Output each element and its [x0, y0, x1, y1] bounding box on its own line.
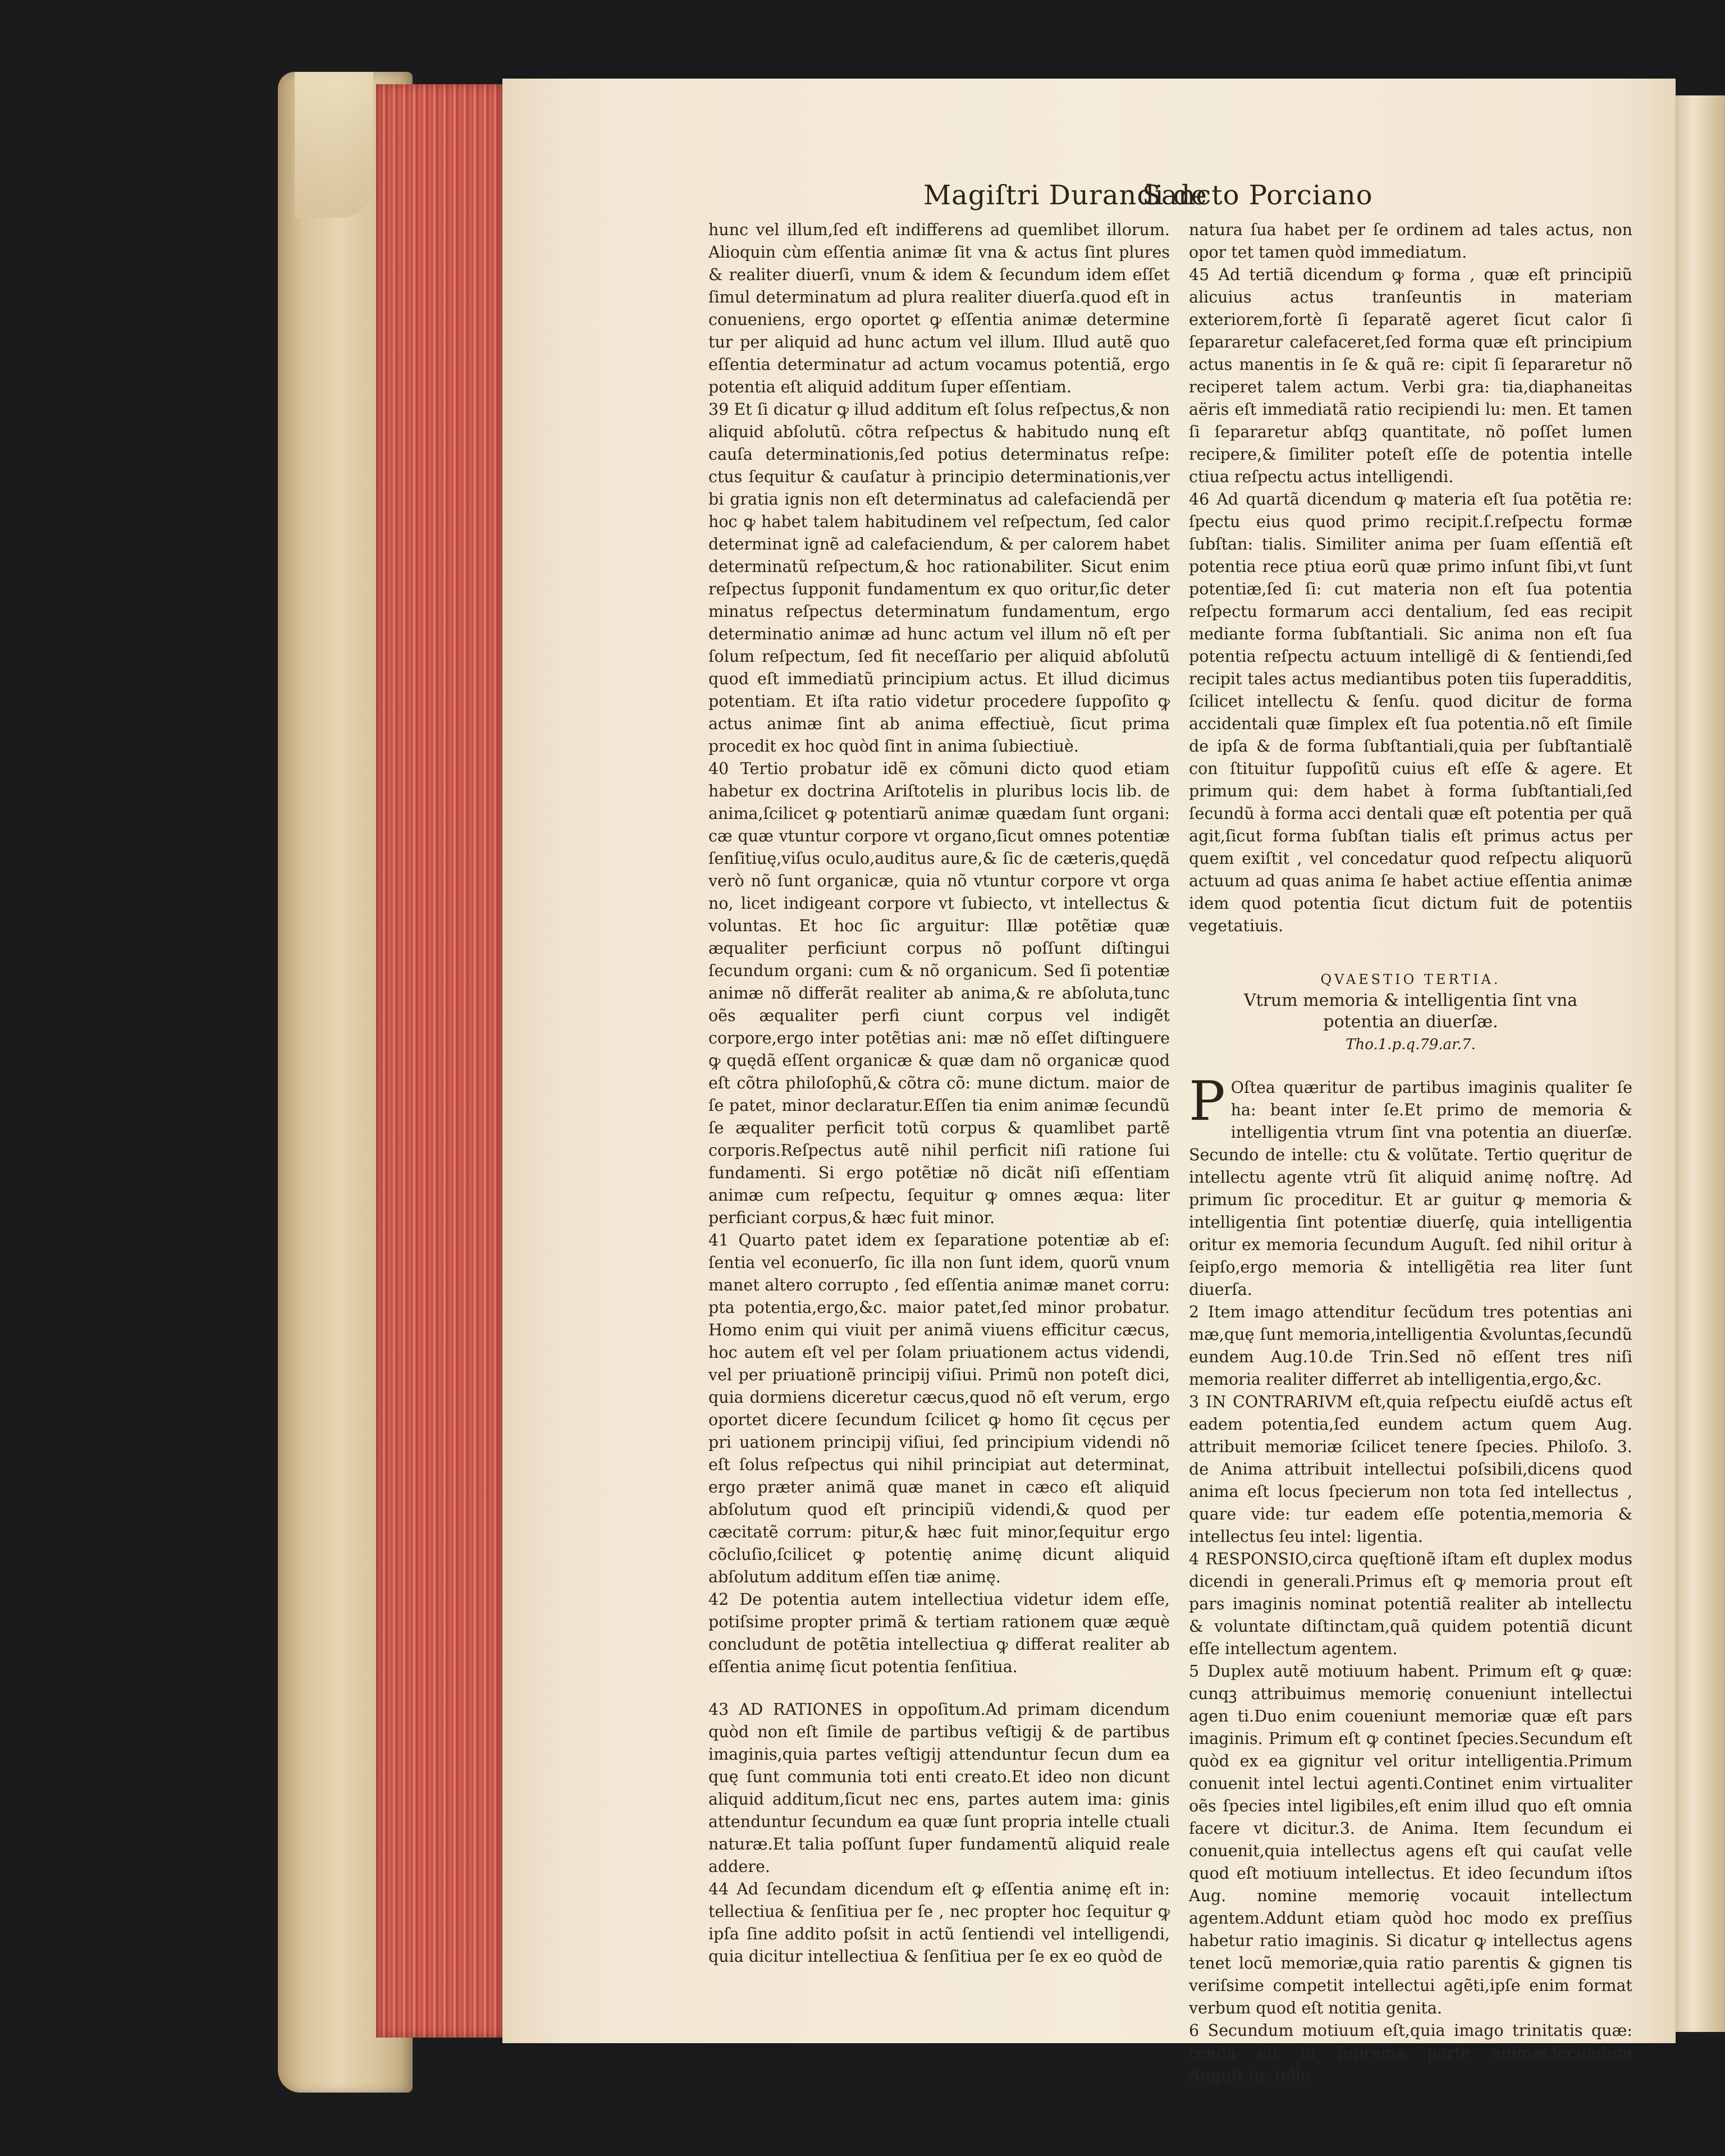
paragraph-5: 5 Duplex autẽ motiuum habent. Primum eſt ꝙ quæ: cunqꝫ attribuimus memorię conueniunt intellectui agen ti.Duo enim coueniunt memoriæ quæ eſt pars imaginis. Primum eſt ꝙ continet ſpecies.Secundum eſt quòd ex ea gignitur vel oritur intelligentia.Primum conuenit intel lectui agenti.Continet enim virtualiter oẽs ſpecies intel ligibiles,eſt enim illud quo eſt omnia facere vt dicitur.3. de Anima. Item ſecundum ei conuenit,quia intellectus agens eſt qui cauſat velle quod eſt motiuum intellectus. Et ideo ſecundum iſtos Aug. nomine memorię vocauit intellectum agentem.Addunt etiam quòd hoc modo ex preſſius habetur ratio imaginis. Si dicatur ꝙ intellectus agens tenet locũ memoriæ,quia ratio parentis & gignen tis veriſsime competit intellectui agẽti,ipſe enim format verbum quod eſt notitia genita.	[1189, 1662, 1632, 2017]
opening-text: Oſtea quæritur de partibus imaginis qualiter ſe ha: beant inter ſe.Et primo de memoria & intelligentia vtrum ſint vna potentia an diuerſæ. Secundo de intelle: ctu & volũtate. Tertio quęritur de intellectu agente vtrũ ſit aliquid animę noſtrę. Ad primum ſic proceditur. Et ar guitur ꝙ memoria & intelligentia ſint potentiæ diuerſę, quia intelligentia oritur ex memoria ſecundum Auguſt. ſed nihil oritur à ſeipſo,ergo memoria & intelligẽtia rea liter ſunt diuerſa.	[1189, 1078, 1632, 1299]
right-column	[1189, 219, 1632, 2087]
running-header	[702, 180, 1634, 219]
header-right: Sancto Porciano	[1142, 180, 1373, 211]
question-title-line1: Vtrum memoria & intelligentia ſint vna	[1243, 991, 1578, 1010]
paragraph-46: 46 Ad quartã dicendum ꝙ materia eſt ſua potẽtia re: ſpectu eius quod primo recipit.ſ.reſpectu formæ ſubſtan: tialis. Similiter anima per ſuam eſſentiã eſt potentia rece ptiua eorũ quæ primo inſunt ſibi,vt ſunt potentiæ,ſed ſi: cut materia non eſt ſua potentia reſpectu formarum acci dentalium, ſed eas recipit mediante forma ſubſtantiali. Sic anima non eſt ſua potentia reſpectu actuum intelligẽ di & ſentiendi,ſed recipit tales actus mediantibus poten tiis ſuperadditis, ſcilicet intellectu & ſenſu. quod dicitur de forma accidentali quæ ſimplex eſt ſua potentia.nõ eſt ſimile de ipſa & de forma ſubſtantiali,quia per ſubſtantialẽ con ſtituitur ſuppoſitũ cuius eſt eſſe & agere. Et primum qui: dem habet à forma ſubſtantiali,ſed ſecundũ à forma acci dentali quæ eſt potentia per quã agit,ſicut forma ſubſtan tialis eſt primus actus per quem exiſtit , vel concedatur quod reſpectu aliquorũ actuum ad quas anima ſe habet actiue eſſentia animæ idem quod potentia ſicut dictum fuit de potentiis vegetatiuis.	[1189, 490, 1632, 935]
paragraph-40: 40 Tertio probatur idẽ ex cõmuni dicto quod etiam habetur ex doctrina Ariſtotelis in pluribus locis lib. de anima,ſcilicet ꝙ potentiarũ animæ quædam ſunt organi: cæ quæ vtuntur corpore vt organo,ſicut omnes potentiæ ſenſitiuę,viſus oculo,auditus aure,& ſic de cæteris,quędã verò nõ ſunt organicæ, quia nõ vtuntur corpore vt orga no, licet indigeant corpore vt ſubiecto, vt intellectus & voluntas. Et hoc ſic arguitur: Illæ potẽtiæ quæ æqualiter perficiunt corpus nõ poſſunt diſtingui ſecundum organi: cum & nõ organicum. Sed ſi potentiæ animæ nõ differãt realiter ab anima,& re abſoluta,tunc oẽs æqualiter perfi ciunt corpus vel indigẽt corpore,ergo inter potẽtias ani: mæ nõ eſſet diſtinguere ꝙ quędã eſſent organicæ & quæ dam nõ organicæ quod eſt cõtra philoſophũ,& cõtra cõ: mune dictum. maior de ſe patet, minor declaratur.Eſſen tia enim animæ ſecundũ ſe æqualiter perficit totũ corpus & quamlibet partẽ corporis.Reſpectus autẽ nihil perficit niſi ratione ſui fundamenti. Si ergo potẽtiæ nõ dicãt niſi eſſentiam animæ cum reſpectu, ſequitur ꝙ omnes æqua: liter perficiant corpus,& hæc fuit minor.	[708, 759, 1170, 1227]
paragraph-3: 3 IN CONTRARIVM eſt,quia reſpectu eiuſdẽ actus eſt eadem potentia,ſed eundem actum quem Aug. attribuit memoriæ ſcilicet tenere ſpecies. Philoſo. 3. de Anima attribuit intellectui poſsibili,dicens quod anima eſt locus ſpecierum non tota ſed intellectus , quare vide: tur eadem eſſe potentia,memoria & intellectus ſeu intel: ligentia.	[1189, 1393, 1632, 1546]
header-left: Magiſtri Durandi de	[923, 180, 1207, 211]
paragraph-continued: natura ſua habet per ſe ordinem ad tales actus, non opor tet tamen quòd immediatum.	[1189, 221, 1632, 262]
question-label: QVAESTIO TERTIA.	[1320, 972, 1501, 987]
paragraph-39: 39 Et ſi dicatur ꝙ illud additum eſt ſolus reſpectus,& non aliquid abſolutũ. cõtra reſpectus & habitudo nunꝗ eſt cauſa determinationis,ſed potius determinatus reſpe: ctus ſequitur & cauſatur à principio determinationis,ver bi gratia ignis non eſt determinatus ad calefaciendã per hoc ꝙ habet talem habitudinem vel reſpectum, ſed calor determinat ignẽ ad calefaciendum, & per calorem habet determinatũ reſpectum,& hoc rationabiliter. Sicut enim reſpectus ſupponit fundamentum ex quo oritur,ſic deter minatus reſpectus determinatum fundamentum, ergo determinatio animæ ad hunc actum vel illum nõ eſt per ſolum reſpectum, ſed fit neceſſario per aliquid abſolutũ quod eſt immediatũ principium actus. Et illud dicimus potentiam. Et iſta ratio videtur procedere ſuppoſito ꝙ actus animæ ſint ab anima effectiuè, ſicut prima procedit ex hoc quòd ſint in anima ſubiectiuè.	[708, 400, 1170, 756]
paragraph-2: 2 Item imago attenditur ſecũdum tres potentias ani mæ,quę ſunt memoria,intelligentia &voluntas,ſecundũ eundem Aug.10.de Trin.Sed nõ eſſent tres niſi memoria realiter differret ab intelligentia,ergo,&c.	[1189, 1303, 1632, 1389]
question-title-line2: potentia an diuerſæ.	[1323, 1012, 1498, 1032]
paragraph-41: 41 Quarto patet idem ex ſeparatione potentiæ ab eſ: ſentia vel econuerſo, ſic illa non ſunt idem, quorũ vnum manet altero corrupto , ſed eſſentia animæ manet corru: pta potentia,ergo,&c. maior patet,ſed minor probatur. Homo enim qui viuit per animã viuens efficitur cæcus, hoc autem eſt vel per ſolam priuationem actus videndi, vel per priuationẽ principij viſiui. Primũ non poteſt dici, quia dormiens diceretur cæcus,quod nõ eſt verum, ergo oportet dicere ſecundum ſcilicet ꝙ homo ſit cęcus per pri uationem principij viſiui, ſed principium videndi nõ eſt ſolus reſpectus qui nihil principiat aut determinat, ergo præter animã quæ manet in cæco eſt aliquid abſolutum quod eſt principiũ videndi,& quod per cæcitatẽ corrum: pitur,& hæc fuit minor,ſequitur ergo cõcluſio,ſcilicet ꝙ potentię animę dicunt aliquid abſolutum additum eſſen tiæ animę.	[708, 1231, 1170, 1586]
paragraph-4: 4 RESPONSIO,circa quęſtionẽ iſtam eſt duplex modus dicendi in generali.Primus eſt ꝙ memoria prout eſt pars imaginis nominat potentiã realiter ab intellectu & voluntate diſtinctam,quã quidem potentiã dicunt eſſe intellectum agentem.	[1189, 1550, 1632, 1658]
red-page-edges	[376, 84, 511, 2038]
question-reference: Tho.1.p.q.79.ar.7.	[1346, 1036, 1476, 1053]
opening-paragraph	[1189, 1070, 1632, 1301]
page-block-right	[1673, 95, 1725, 2032]
drop-cap: P	[1189, 1070, 1225, 1133]
question-heading	[1189, 969, 1632, 1055]
paragraph-42: 42 De potentia autem intellectiua videtur idem eſſe, potiſsime propter primã & tertiam rationem quæ æquè concludunt de potẽtia intellectiua ꝙ differat realiter ab eſſentia animę ſicut potentia ſenſitiua.	[708, 1590, 1170, 1676]
paragraph-6: 6 Secundum motiuum eſt,quia imago trinitatis quæ: renda eſt in ſuprema parte animæ,ſecundum Auguſt.in: telle	[1189, 2021, 1632, 2085]
left-column	[708, 219, 1170, 1968]
paragraph-44: 44 Ad ſecundam dicendum eſt ꝙ eſſentia animę eſt in: tellectiua & ſenſitiua per ſe , nec propter hoc ſequitur ꝙ ipſa ſine addito poſsit in actũ ſentiendi vel intelligendi, quia dicitur intellectiua & ſenſitiua per ſe ex eo quòd de	[708, 1880, 1170, 1966]
paragraph-45: 45 Ad tertiã dicendum ꝙ forma , quæ eſt principiũ alicuius actus tranſeuntis in materiam exteriorem,fortè ſi ſeparatẽ ageret ſicut calor ſi ſepararetur calefaceret,ſed forma quæ eſt principium actus manentis in ſe & quã re: cipit ſi ſepararetur nõ reciperet talem actum. Verbi gra: tia,diaphaneitas aëris eſt immediatã ratio recipiendi lu: men. Et tamen ſi ſepararetur abſqꝫ quantitate, nõ poſſet lumen recipere,& ſimiliter poteſt eſſe de potentia intelle ctiua reſpectu actus intelligendi.	[1189, 266, 1632, 486]
paragraph-43: 43 AD RATIONES in oppoſitum.Ad primam dicendum quòd non eſt ſimile de partibus veſtigij & de partibus imaginis,quia partes veſtigij attenduntur ſecun dum ea quę ſunt communia toti enti creato.Et ideo non dicunt aliquid additum,ſicut nec ens, partes autem ima: ginis attenduntur ſecundum ea quæ ſunt propria intelle ctuali naturæ.Et talia poſſunt ſuper fundamentũ aliquid reale addere.	[708, 1700, 1170, 1876]
paragraph: hunc vel illum,ſed eſt indifferens ad quemlibet illorum. Alioquin cùm eſſentia animæ ſit vna & actus ſint plures & realiter diuerſi, vnum & idem & ſecundum idem eſſet ſimul determinatum ad plura realiter diuerſa.quod eſt in conueniens, ergo oportet ꝙ eſſentia animæ determine tur per aliquid ad hunc actum vel illum. Illud autẽ quo eſſentia determinatur ad actum vocamus potentiã, ergo potentia eſt aliquid additum ſuper eſſentiam.	[708, 221, 1170, 396]
spacer	[708, 1678, 1170, 1699]
